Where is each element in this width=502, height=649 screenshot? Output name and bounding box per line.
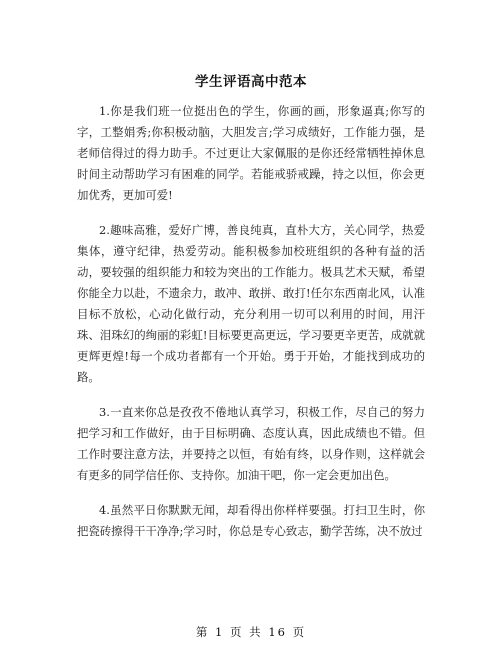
document-title: 学生评语高中范本 xyxy=(195,74,307,90)
paragraph-1: 1.你是我们班一位挺出色的学生，你画的画，形象逼真;你写的字，工整娟秀;你积极动脑，大胆发言;学习成绩好，工作能力强，是老师信得过的得力助手。不过更让大家佩服的是你还经常牺牲掉休息时间主动帮助学习有困难的同学。若能戒骄戒躁，持之以恒，你会更加优秀，更加可爱! xyxy=(77,104,425,202)
paragraph-2: 2.趣味高雅，爱好广博，善良纯真，直朴大方，关心同学，热爱集体，遵守纪律，热爱劳动。能积极参加校班组织的各种有益的活动，要较强的组织能力和较为突出的工作能力。极具艺术天赋，希望你能全力以赴，不遗余力，敢冲、敢拼、敢打!任尔东西南北风，认准目标不放松，心动化做行动，充分利用一切可以利用的时间，用汗珠、泪珠幻的绚丽的彩虹!目标要更高更远，学习要更辛更苦，成就就更辉更煌!每一个成功者都有一个开始。勇于开始，才能找到成功的路。 xyxy=(77,223,425,384)
page-number-footer: 第 1 页 共 16 页 xyxy=(195,625,307,639)
paragraph-4: 4.虽然平日你默默无闻，却看得出你样样要强。打扫卫生时，你把瓷砖擦得干干净净;学习时，你总是专心致志，勤学苦练，决不放过 xyxy=(77,503,425,538)
document-body xyxy=(77,101,425,556)
paragraph-3: 3.一直来你总是孜孜不倦地认真学习，积极工作，尽自己的努力把学习和工作做好，由于目标明确、态度认真，因此成绩也不错。但工作时要注意方法，并要持之以恒，有始有终，以身作则，这样就会有更多的同学信任你、支持你。加油干吧，你一定会更加出色。 xyxy=(77,405,425,482)
